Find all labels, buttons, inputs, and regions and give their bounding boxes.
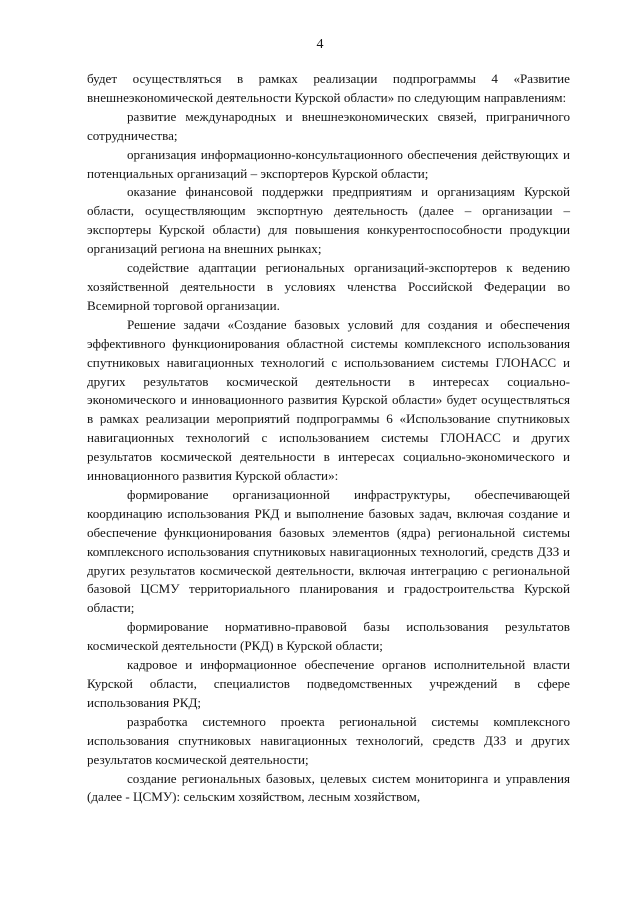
paragraph: кадровое и информационное обеспечение органов исполнительной власти Курской области, специалистов подведомственных учреждений в сфере использования РКД;	[87, 657, 570, 710]
paragraph: разработка системного проекта региональной системы комплексного использования спутниковых навигационных технологий, средств ДЗЗ и других результатов космической деятельности;	[87, 713, 570, 767]
paragraph: Решение задачи «Создание базовых условий для создания и обеспечения эффективного функционирования областной системы комплексного использования спутниковых навигационных технологий с использованием системы ГЛОНАСС и других результатов космической деятельности в интересах социально-экономического и инновационного развития Курской области» будет осуществляться в рамках реализации мероприятий подпрограммы 6 «Использование спутниковых навигационных технологий с использованием системы ГЛОНАСС и других результатов космической деятельности в интересах социально-экономического и инновационного развития Курской области»:	[87, 316, 570, 484]
paragraph: будет осуществляться в рамках реализации подпрограммы 4 «Развитие внешнеэкономической деятельности Курской области» по следующим направлениям:	[87, 71, 570, 105]
body-text	[87, 70, 570, 807]
paragraph: содействие адаптации региональных организаций-экспортеров к ведению хозяйственной деятельности в условиях членства Российской Федерации во Всемирной торговой организации.	[87, 260, 570, 313]
paragraph: формирование нормативно-правовой базы использования результатов космической деятельности (РКД) в Курской области;	[87, 619, 570, 654]
paragraph: создание региональных базовых, целевых систем мониторинга и управления (далее - ЦСМУ): сельским хозяйством, лесным хозяйством,	[87, 770, 570, 805]
paragraph: развитие международных и внешнеэкономических связей, приграничного сотрудничества;	[87, 108, 570, 143]
page-number: 4	[316, 37, 324, 52]
paragraph: оказание финансовой поддержки предприятиям и организациям Курской области, осуществляющим экспортную деятельность (далее – организации – экспортеры Курской области) для повышения конкурентоспособности продукции организаций региона на внешних рынках;	[87, 184, 570, 257]
paragraph: организация информационно-консультационного обеспечения действующих и потенциальных организаций – экспортеров Курской области;	[87, 146, 570, 181]
paragraph: формирование организационной инфраструктуры, обеспечивающей координацию использования РКД и выполнение базовых задач, включая создание и обеспечение функционирования базовых элементов (ядра) региональной системы комплексного использования спутниковых навигационных технологий, средств ДЗЗ и других результатов космической деятельности, включая интеграцию с региональной базовой ЦСМУ территориального планирования и градостроительства Курской области;	[87, 486, 570, 616]
